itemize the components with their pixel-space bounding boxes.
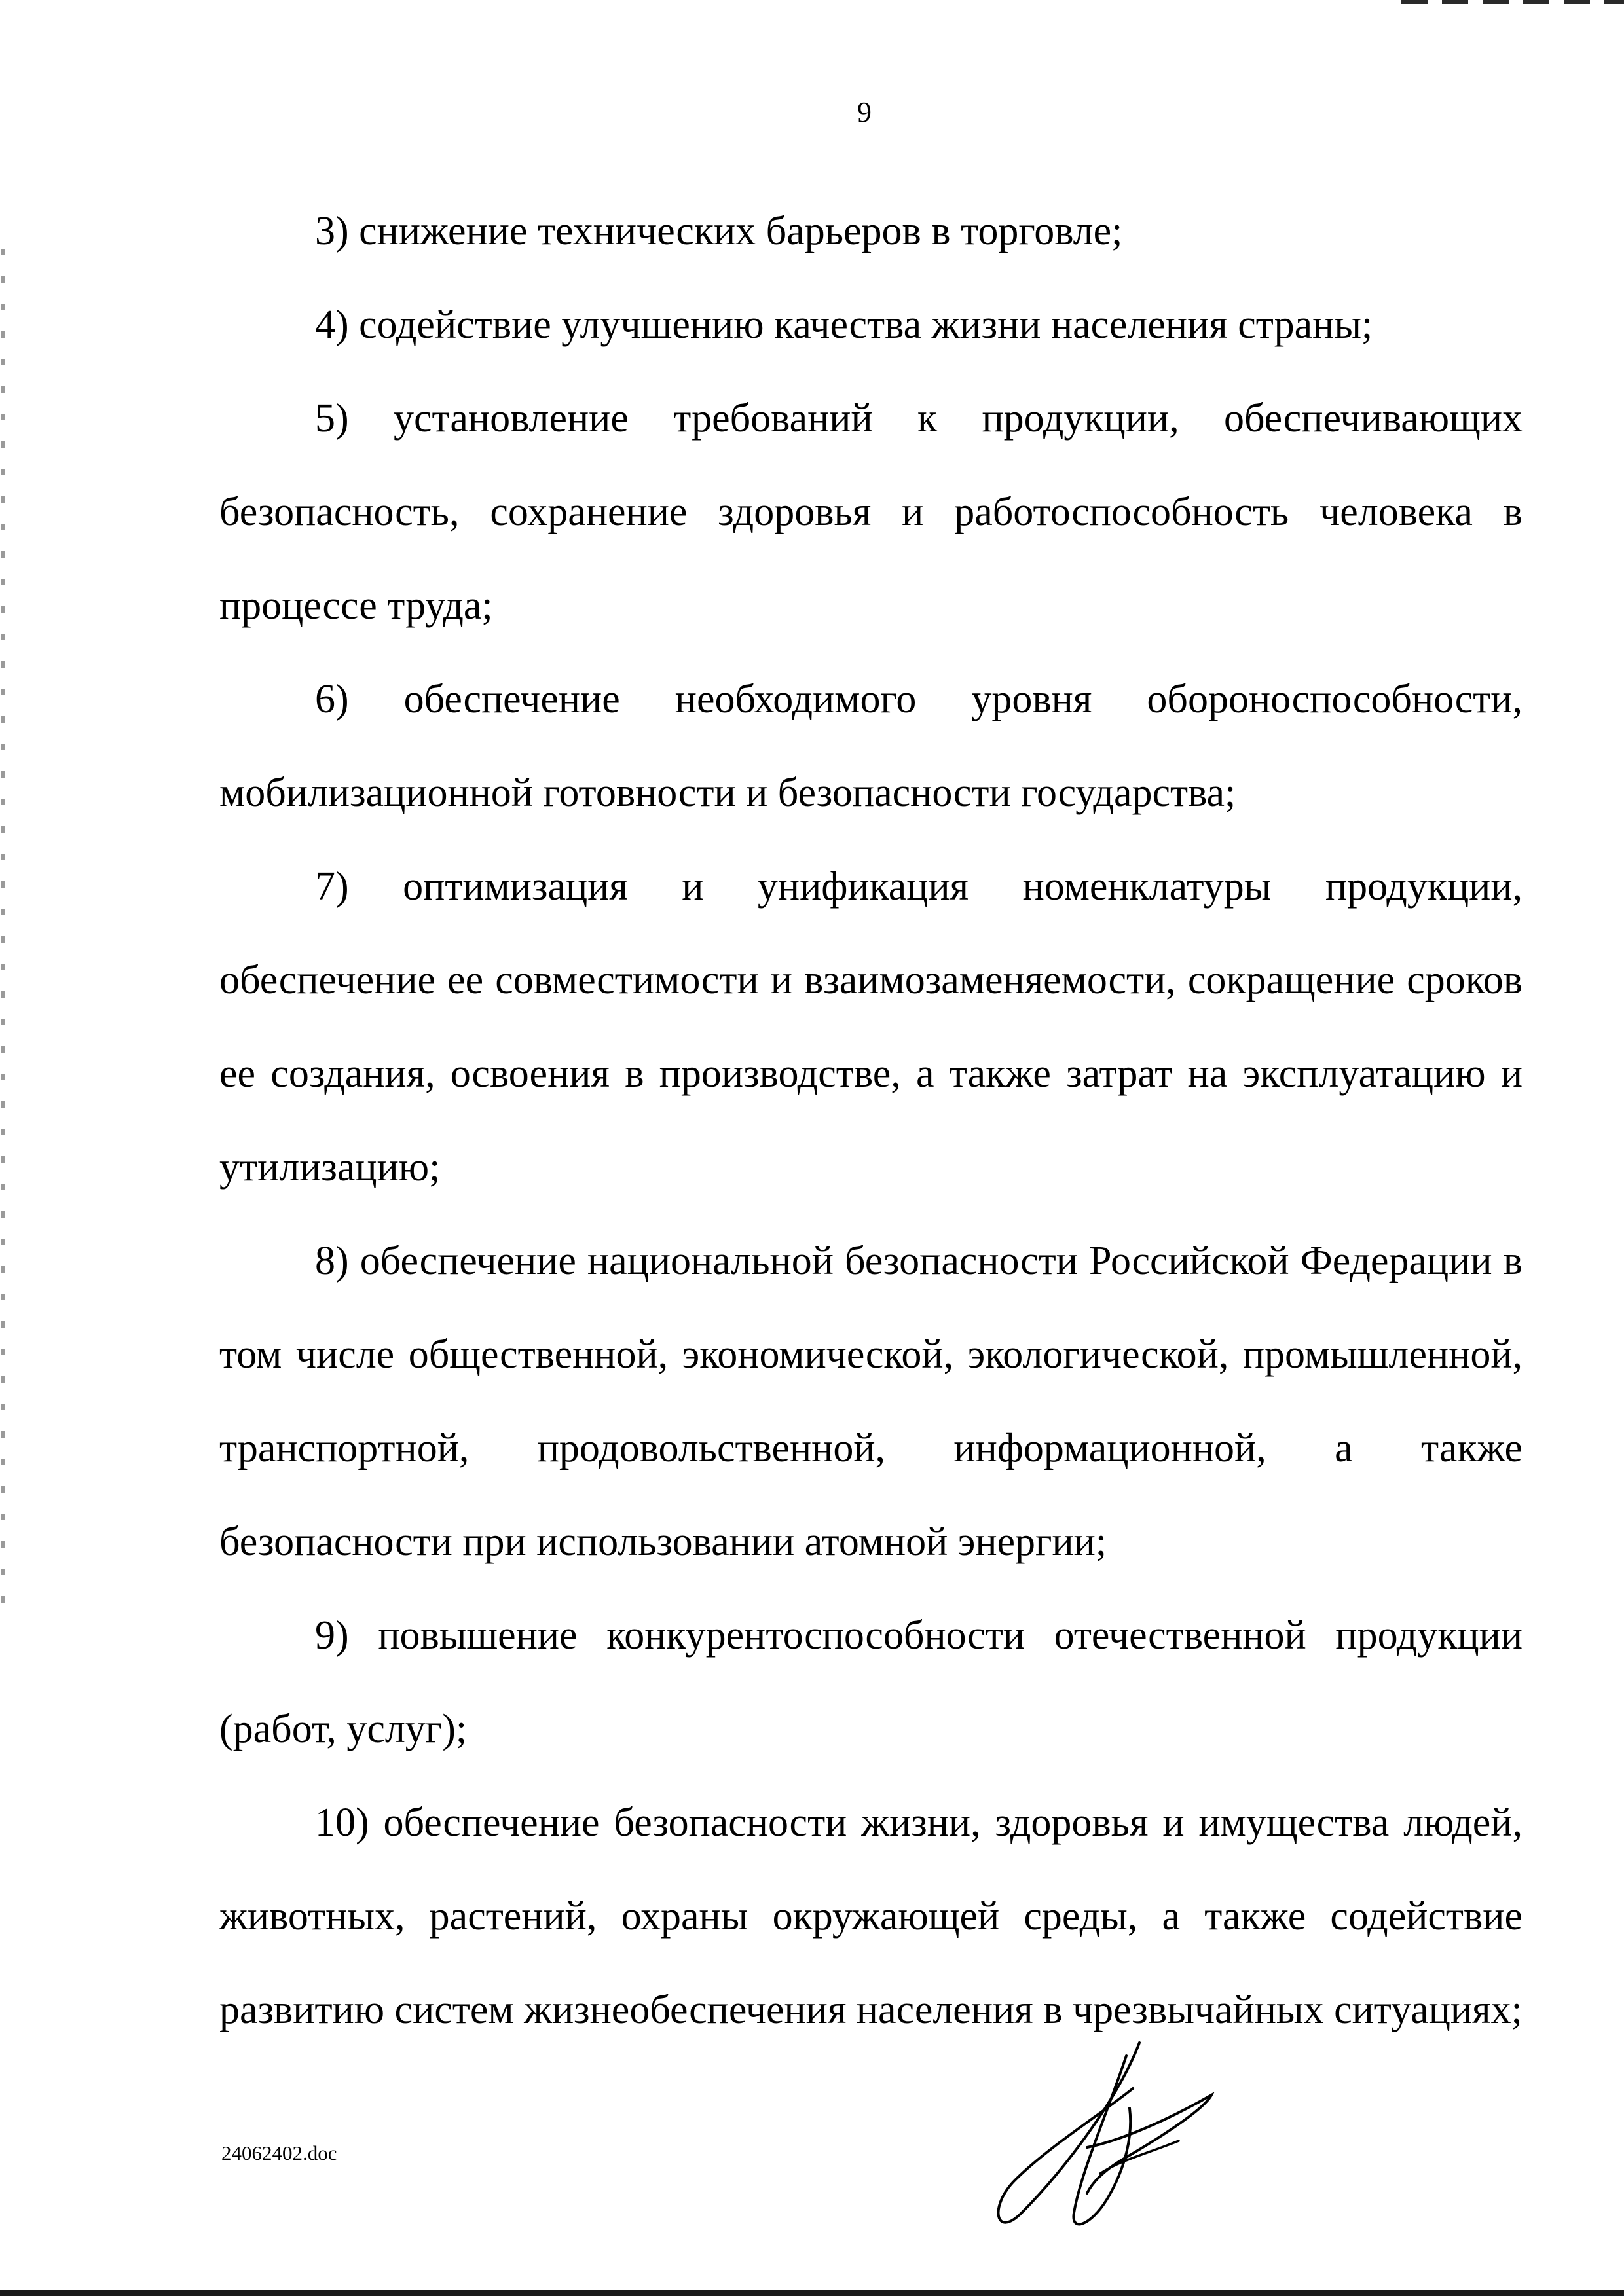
list-item-9: 9) повышение конкурентоспособности отечественной продукции (работ, услуг); <box>219 1613 1522 1751</box>
scan-corner-marks <box>1401 0 1624 4</box>
signature-icon <box>969 2016 1231 2246</box>
list-item-6: 6) обеспечение необходимого уровня обороноспособности, мобилизационной готовности и безопасности государства; <box>219 677 1522 815</box>
scan-left-edge-marks <box>1 249 5 1624</box>
page-number: 9 <box>857 96 872 128</box>
list-item-8: 8) обеспечение национальной безопасности Российской Федерации в том числе общественной, экономической, экологической, промышленной, транспортной, продовольственной, информационной, а также безопасности при использовании атомной энергии; <box>219 1239 1522 1564</box>
body-text <box>219 185 1522 2057</box>
footer-filename: 24062402.doc <box>221 2141 337 2164</box>
scan-bottom-edge <box>0 2290 1624 2296</box>
list-item-5: 5) установление требований к продукции, обеспечивающих безопасность, сохранение здоровья и работоспособность человека в процессе труда; <box>219 396 1522 628</box>
list-item-4: 4) содействие улучшению качества жизни населения страны; <box>315 302 1373 347</box>
list-item-7: 7) оптимизация и унификация номенклатуры продукции, обеспечение ее совместимости и взаимозаменяемости, сокращение сроков ее создания, освоения в производстве, а также затрат на эксплуатацию и утилизацию; <box>219 864 1522 1190</box>
list-item-3: 3) снижение технических барьеров в торговле; <box>315 209 1123 253</box>
handwritten-signature <box>969 2016 1231 2246</box>
list-item-10: 10) обеспечение безопасности жизни, здоровья и имущества людей, животных, растений, охраны окружающей среды, а также содействие развитию систем жизнеобеспечения населения в чрезвычайных ситуациях; <box>219 1800 1522 2032</box>
